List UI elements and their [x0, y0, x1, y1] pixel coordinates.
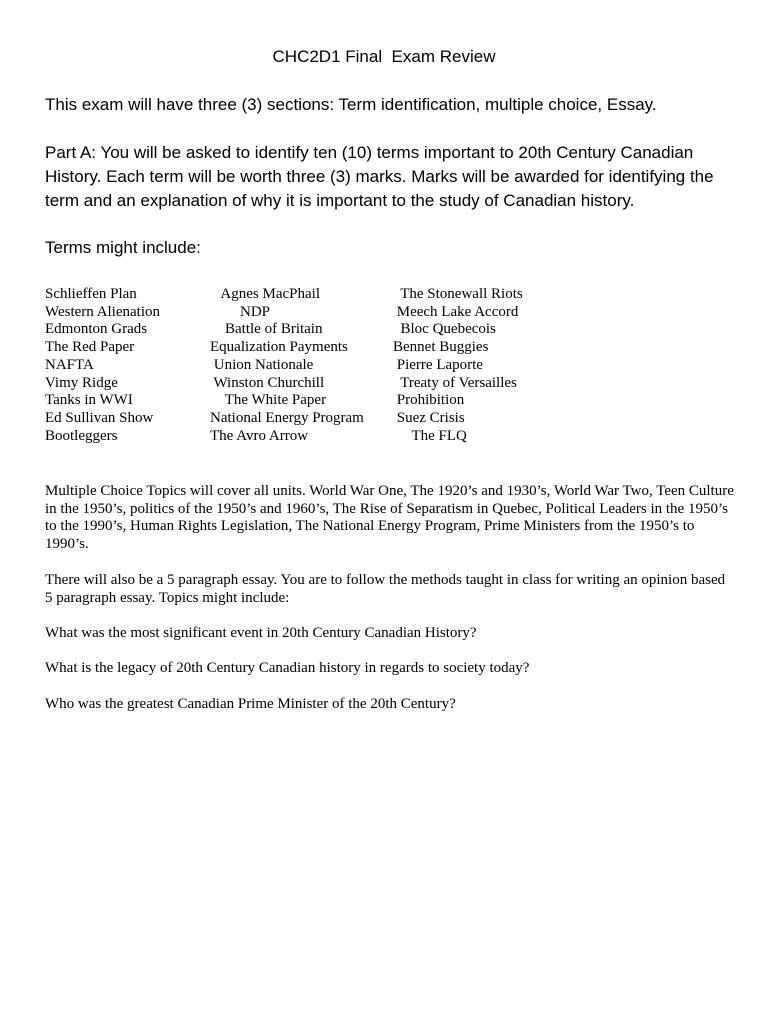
term-item: Bennet Buggies — [393, 339, 489, 356]
term-item: Bloc Quebecois — [393, 321, 496, 338]
term-item: Vimy Ridge — [45, 374, 118, 391]
terms-table — [45, 286, 565, 446]
term-item: Agnes MacPhail — [210, 286, 320, 302]
essay-question: What is the legacy of 20th Century Canadian history in regards to society today? — [45, 660, 530, 676]
term-item: Meech Lake Accord — [393, 303, 519, 320]
term-item: The FLQ — [393, 427, 467, 444]
term-item: Edmonton Grads — [45, 321, 148, 338]
term-item: NDP — [210, 303, 271, 320]
term-item: The White Paper — [210, 392, 327, 409]
term-item: Prohibition — [393, 392, 465, 409]
term-item: Schlieffen Plan — [45, 286, 137, 302]
term-item: The Red Paper — [45, 339, 135, 356]
part-a-paragraph: Part A: You will be asked to identify ten (10) terms important to 20th Century Canadian History. Each term will be worth three (3) marks. Marks will be awarded for identifying the term and an explanation of why it is important to the study of Canadian history. — [45, 143, 714, 210]
term-item: The Stonewall Riots — [393, 286, 523, 302]
terms-column-1 — [45, 286, 160, 445]
term-item: Union Nationale — [210, 356, 314, 373]
terms-column-2 — [210, 286, 364, 445]
page-title: CHC2D1 Final Exam Review — [272, 47, 496, 66]
term-item: Western Alienation — [45, 303, 161, 320]
essay-question: What was the most significant event in 20th Century Canadian History? — [45, 625, 477, 641]
term-item: NAFTA — [45, 356, 94, 373]
terms-column-3 — [393, 286, 523, 445]
term-item: The Avro Arrow — [210, 427, 309, 444]
essay-question: Who was the greatest Canadian Prime Minister of the 20th Century? — [45, 696, 456, 712]
term-item: Suez Crisis — [393, 409, 465, 426]
term-item: Winston Churchill — [210, 374, 325, 391]
multiple-choice-paragraph: Multiple Choice Topics will cover all units. World War One, The 1920’s and 1930’s, World War Two, Teen Culture in the 1950’s, politics of the 1950’s and 1960’s, The Rise of Separatism in Quebec, Political Leaders in the 1950’s to the 1990’s, Human Rights Legislation, The National Energy Program, Prime Ministers from the 1950’s to 1990’s. — [45, 483, 734, 553]
term-item: Pierre Laporte — [393, 356, 483, 373]
essay-paragraph: There will also be a 5 paragraph essay. You are to follow the methods taught in class for writing an opinion based 5 paragraph essay. Topics might include: — [45, 572, 726, 606]
term-item: Bootleggers — [45, 427, 118, 444]
intro-paragraph: This exam will have three (3) sections: Term identification, multiple choice, Essay. — [45, 95, 657, 114]
term-item: Equalization Payments — [210, 339, 348, 356]
term-item: Tanks in WWI — [45, 392, 133, 409]
term-item: National Energy Program — [210, 409, 364, 426]
term-item: Battle of Britain — [210, 321, 323, 338]
term-item: Ed Sullivan Show — [45, 409, 154, 426]
term-item: Treaty of Versailles — [393, 374, 517, 391]
terms-heading: Terms might include: — [45, 238, 201, 257]
